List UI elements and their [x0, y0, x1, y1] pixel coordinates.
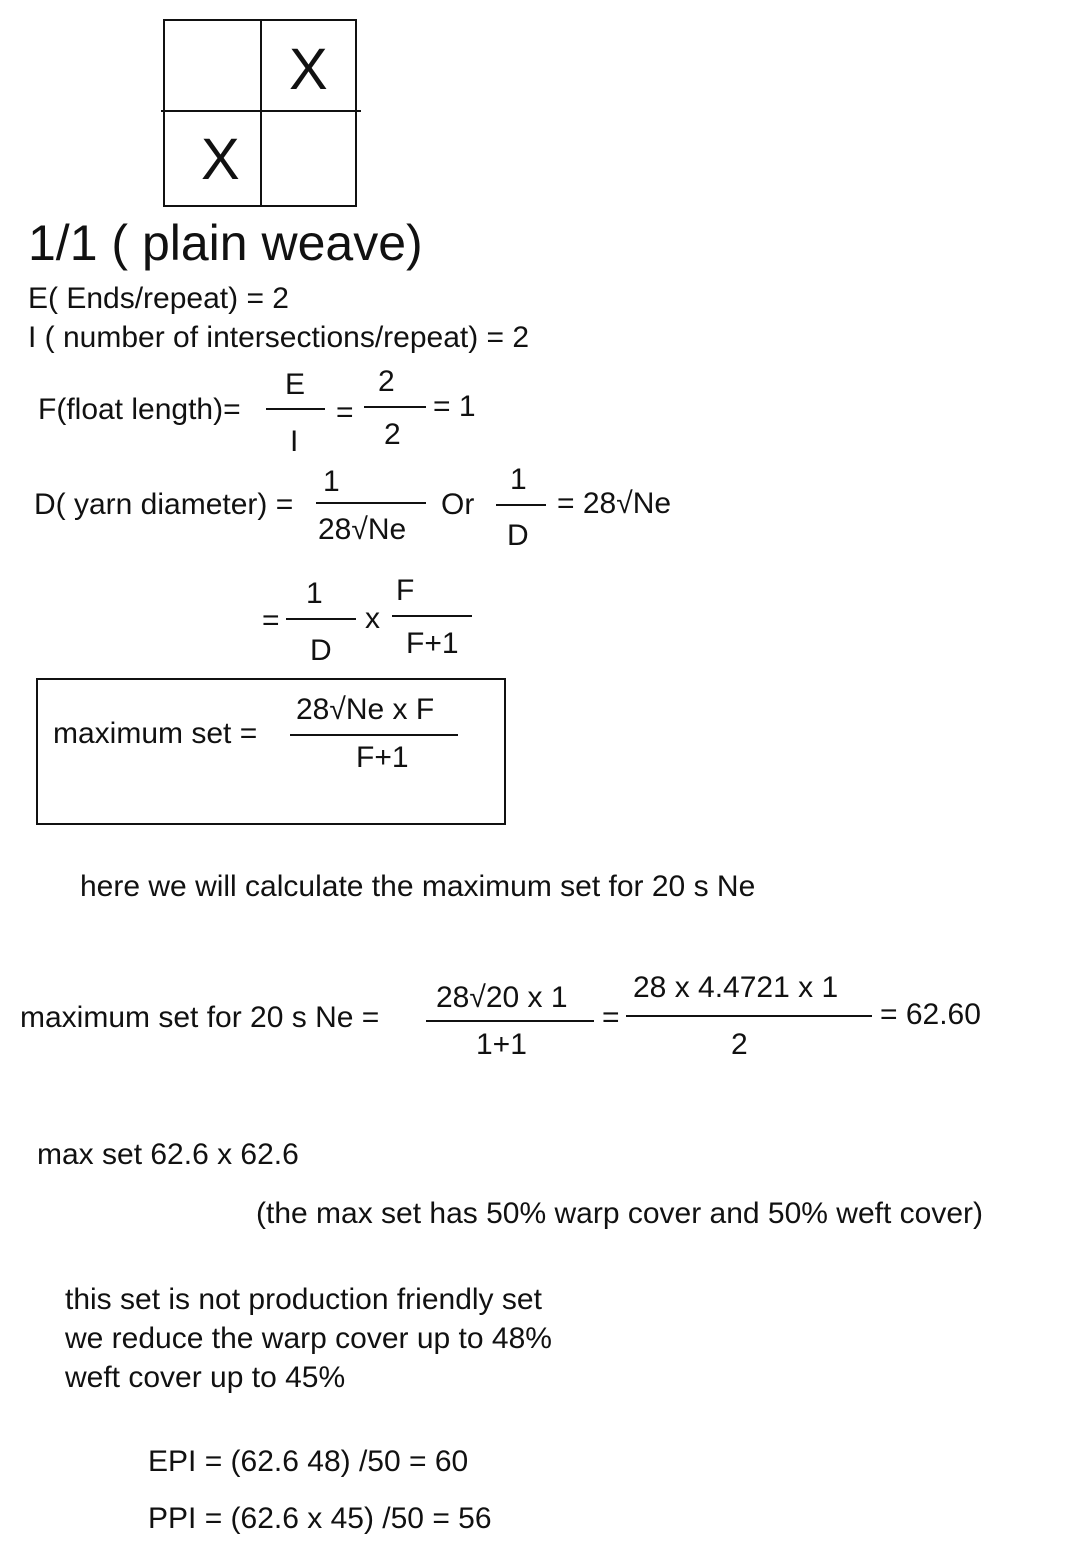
diameter-or: Or	[441, 488, 475, 521]
calc-num1: 28√20 x 1	[436, 981, 568, 1014]
float-length-num2: 2	[378, 365, 395, 398]
fraction-bar	[290, 734, 458, 736]
intersections-line: I ( number of intersections/repeat) = 2	[28, 321, 530, 354]
calc-eq: =	[602, 1001, 620, 1034]
calc-result: = 62.60	[880, 998, 981, 1031]
float-length-num1: E	[285, 368, 306, 401]
note-line: this set is not production friendly set	[65, 1283, 542, 1316]
step-times: x	[365, 602, 380, 635]
step-eq: =	[262, 604, 280, 637]
fraction-bar	[626, 1015, 872, 1017]
max-set-den: F+1	[356, 741, 409, 774]
diameter-den2: D	[507, 519, 529, 552]
weave-grid	[163, 19, 357, 207]
note-line: we reduce the warp cover up to 48%	[65, 1322, 552, 1355]
step-num2: F	[396, 574, 415, 607]
fraction-bar	[286, 618, 356, 620]
max-set-num: 28√Ne x F	[296, 693, 435, 726]
step-den2: F+1	[406, 627, 459, 660]
ppi-line: PPI = (62.6 x 45) /50 = 56	[148, 1502, 492, 1535]
grid-cell-bottom-left: X	[201, 127, 240, 192]
max-set-label: maximum set =	[53, 717, 258, 750]
calc-intro: here we will calculate the maximum set for 20 s Ne	[80, 870, 756, 903]
fraction-bar	[266, 408, 325, 410]
float-length-label: F(float length)=	[38, 393, 241, 426]
float-length-den2: 2	[384, 418, 401, 451]
calc-den1: 1+1	[476, 1028, 527, 1061]
step-den1: D	[310, 634, 332, 667]
float-length-result: = 1	[433, 390, 476, 423]
float-length-den1: I	[290, 425, 299, 458]
diameter-result: = 28√Ne	[557, 487, 672, 520]
diameter-den1: 28√Ne	[318, 513, 407, 546]
grid-cell-top-right: X	[289, 37, 328, 102]
calc-den2: 2	[731, 1028, 748, 1061]
calc-label: maximum set for 20 s Ne =	[20, 1001, 380, 1034]
grid-divider-horizontal	[161, 110, 361, 112]
cover-note: (the max set has 50% warp cover and 50% weft cover)	[256, 1197, 984, 1230]
grid-divider-vertical	[260, 21, 262, 205]
fraction-bar	[316, 502, 426, 504]
max-set-formula-box	[36, 678, 506, 825]
calc-num2: 28 x 4.4721 x 1	[633, 971, 839, 1004]
diameter-label: D( yarn diameter) =	[34, 488, 294, 521]
step-num1: 1	[306, 577, 323, 610]
float-length-eq1: =	[336, 396, 354, 429]
ends-line: E( Ends/repeat) = 2	[28, 282, 289, 315]
epi-line: EPI = (62.6 48) /50 = 60	[148, 1445, 469, 1478]
fraction-bar	[392, 615, 472, 617]
note-line: weft cover up to 45%	[65, 1361, 346, 1394]
max-set-result: max set 62.6 x 62.6	[37, 1138, 299, 1171]
fraction-bar	[364, 406, 426, 408]
diameter-num1: 1	[323, 465, 340, 498]
fraction-bar	[496, 504, 546, 506]
fraction-bar	[426, 1020, 594, 1022]
page-title: 1/1 ( plain weave)	[28, 215, 423, 271]
diameter-num2: 1	[510, 463, 527, 496]
